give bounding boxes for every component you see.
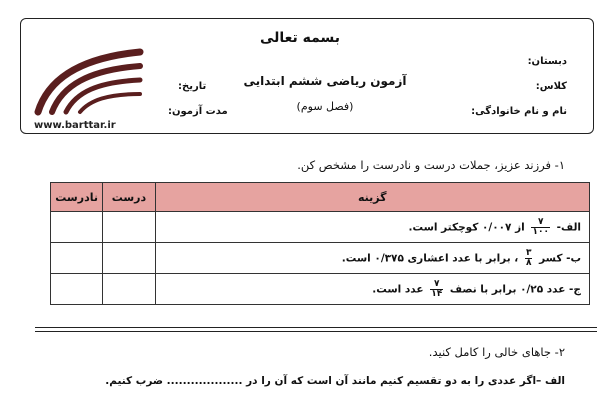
option-prefix: ب- کسر — [539, 252, 581, 264]
true-answer-cell[interactable] — [103, 243, 155, 274]
question-2-part-a: الف –اگر عددی را به دو تقسیم کنیم مانند آن است که آن را در ................... ضرب کنیم. — [105, 375, 565, 387]
option-cell — [155, 274, 589, 305]
option-cell — [155, 212, 589, 243]
question-2-text: ۲- جاهای خالی را کامل کنید. — [428, 345, 565, 359]
header-true: درست — [103, 183, 155, 212]
table-row — [51, 212, 590, 243]
school-label: دبستان: — [527, 56, 567, 67]
question-1-text: ۱- فرزند عزیز، جملات درست و نادرست را مشخص کن. — [297, 158, 565, 172]
class-label: کلاس: — [535, 81, 567, 92]
fraction — [531, 218, 549, 237]
fraction — [430, 280, 443, 299]
section-divider-bottom — [35, 331, 597, 332]
false-answer-cell[interactable] — [51, 212, 103, 243]
option-cell — [155, 243, 589, 274]
false-answer-cell[interactable] — [51, 243, 103, 274]
barttar-logo-icon — [28, 40, 148, 118]
true-answer-cell[interactable] — [103, 274, 155, 305]
fraction-numerator: ۷ — [430, 280, 443, 290]
name-label: نام و نام خانوادگی: — [471, 106, 567, 117]
option-prefix: ج- عدد ۰/۲۵ برابر با نصف — [449, 283, 581, 295]
table-row — [51, 274, 590, 305]
fraction-denominator: ۱۰۰ — [532, 226, 549, 237]
header-option: گزینه — [155, 183, 589, 212]
fraction-numerator: ۳ — [525, 247, 532, 258]
logo-url: www.barttar.ir — [34, 120, 116, 131]
fraction-denominator: ۸ — [525, 257, 532, 268]
fraction-numerator: ۷ — [531, 218, 549, 228]
true-false-table — [50, 182, 590, 305]
date-label: تاریخ: — [178, 81, 207, 92]
exam-chapter: (فصل سوم) — [296, 100, 354, 113]
basmala: بسمه تعالی — [259, 30, 341, 46]
option-suffix: عدد است. — [372, 283, 424, 295]
table-row — [51, 243, 590, 274]
option-prefix: الف- — [556, 221, 581, 233]
fraction-denominator: ۱۴ — [431, 288, 443, 299]
exam-title: آزمون ریاضی ششم ابتدایی — [243, 74, 407, 88]
option-suffix: ، برابر با عدد اعشاری ۰/۳۷۵ است. — [341, 252, 519, 264]
option-suffix: از ۰/۰۰۷ کوچکتر است. — [408, 221, 525, 233]
header-false: نادرست — [51, 183, 103, 212]
section-divider-top — [35, 327, 597, 328]
duration-label: مدت آزمون: — [168, 106, 228, 117]
table-header-row — [51, 183, 590, 212]
true-answer-cell[interactable] — [103, 212, 155, 243]
fraction — [525, 249, 533, 268]
false-answer-cell[interactable] — [51, 274, 103, 305]
